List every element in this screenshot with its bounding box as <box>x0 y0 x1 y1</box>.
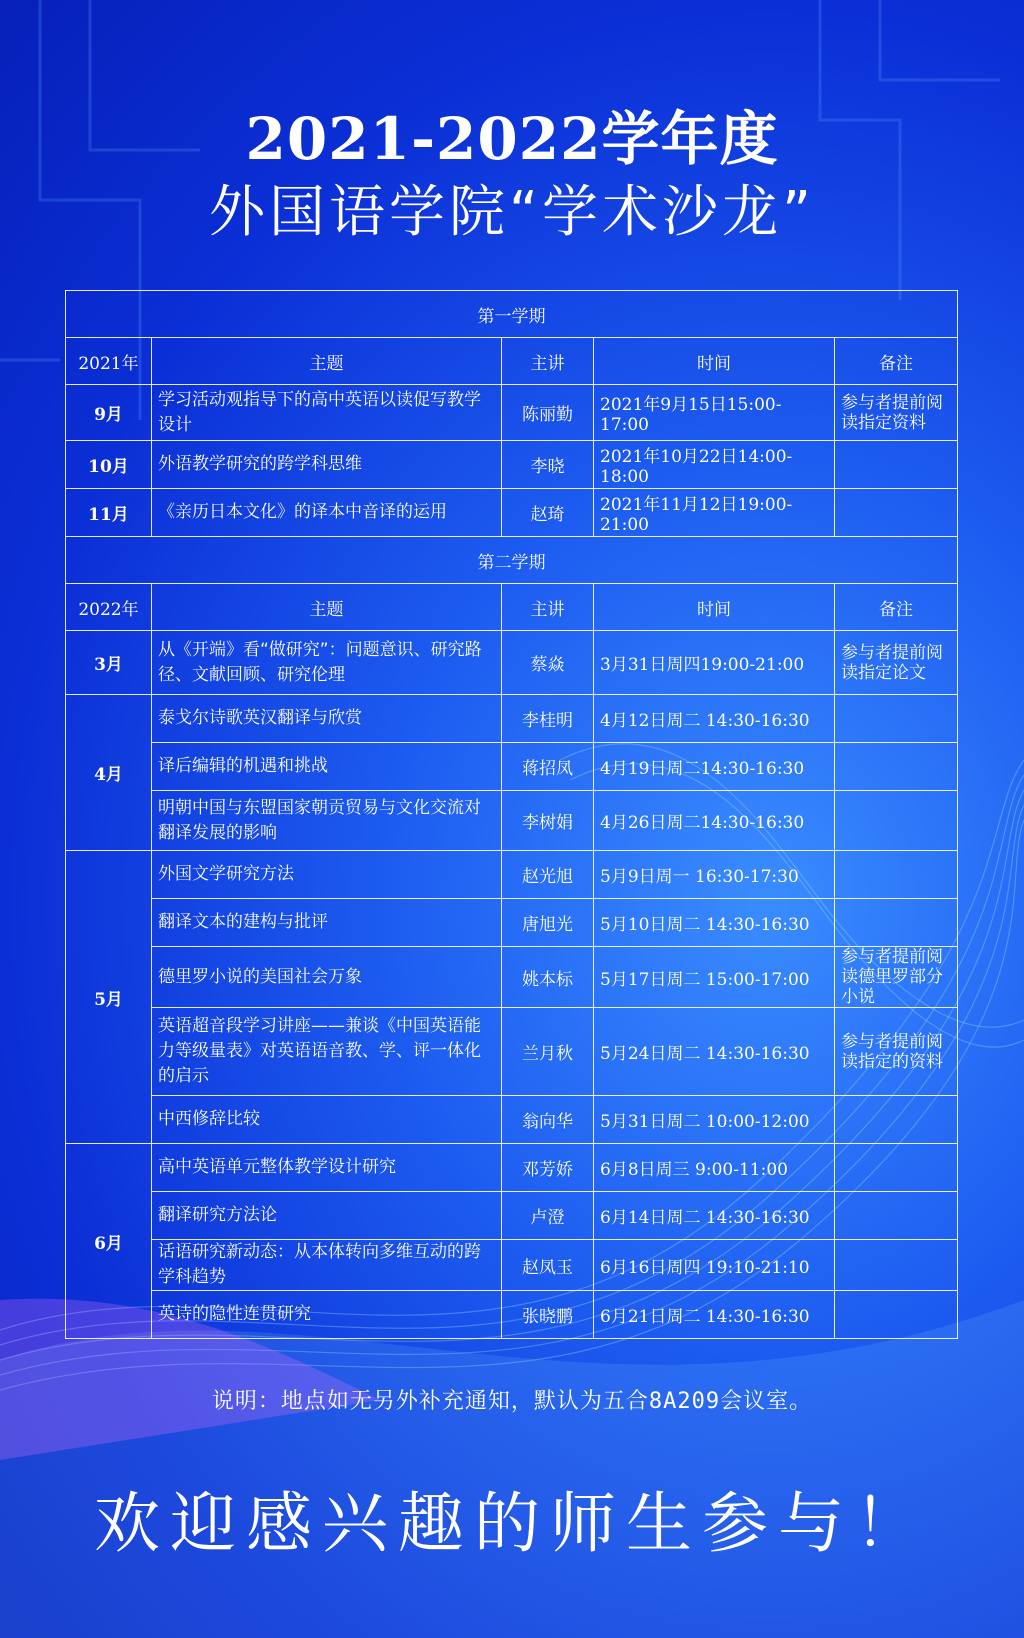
time-cell: 2021年9月15日15:00-17:00 <box>594 385 835 441</box>
semester-header-row <box>66 537 958 584</box>
topic-cell: 从《开端》看“做研究”：问题意识、研究路径、文献回顾、研究伦理 <box>152 631 502 695</box>
time-cell: 6月14日周二 14:30-16:30 <box>594 1192 835 1240</box>
note-cell <box>835 1291 958 1339</box>
semester-label: 第二学期 <box>66 537 958 584</box>
speaker-cell: 卢澄 <box>502 1192 594 1240</box>
month-cell: 4月 <box>66 695 152 851</box>
speaker-cell: 兰月秋 <box>502 1008 594 1096</box>
topic-cell: 外语教学研究的跨学科思维 <box>152 441 502 489</box>
time-cell: 5月17日周二 15:00-17:00 <box>594 947 835 1008</box>
welcome-banner: 欢迎感兴趣的师生参与！ <box>94 1485 930 1562</box>
table-row <box>66 791 958 851</box>
time-cell: 5月31日周二 10:00-12:00 <box>594 1096 835 1144</box>
year-header: 2021年 <box>66 338 152 385</box>
speaker-header: 主讲 <box>502 338 594 385</box>
topic-cell: 翻译文本的建构与批评 <box>152 899 502 947</box>
speaker-cell: 李桂明 <box>502 695 594 743</box>
page-title-event: 外国语学院“学术沙龙” <box>208 180 816 245</box>
table-row <box>66 1192 958 1240</box>
table-row <box>66 1144 958 1192</box>
table-row <box>66 1240 958 1291</box>
time-cell: 5月10日周二 14:30-16:30 <box>594 899 835 947</box>
topic-cell: 高中英语单元整体教学设计研究 <box>152 1144 502 1192</box>
table-row <box>66 1096 958 1144</box>
time-cell: 4月26日周二14:30-16:30 <box>594 791 835 851</box>
speaker-cell: 蔡焱 <box>502 631 594 695</box>
note-cell: 参与者提前阅读德里罗部分小说 <box>835 947 958 1008</box>
topic-cell: 话语研究新动态：从本体转向多维互动的跨学科趋势 <box>152 1240 502 1291</box>
time-header: 时间 <box>594 338 835 385</box>
note-cell <box>835 489 958 537</box>
table-row <box>66 947 958 1008</box>
semester-label: 第一学期 <box>66 291 958 338</box>
month-cell: 10月 <box>66 441 152 489</box>
note-cell <box>835 743 958 791</box>
speaker-cell: 姚本标 <box>502 947 594 1008</box>
time-cell: 6月16日周四 19:10-21:10 <box>594 1240 835 1291</box>
time-cell: 2021年10月22日14:00-18:00 <box>594 441 835 489</box>
note-cell: 参与者提前阅读指定资料 <box>835 385 958 441</box>
time-cell: 5月24日周二 14:30-16:30 <box>594 1008 835 1096</box>
month-cell: 11月 <box>66 489 152 537</box>
note-cell: 参与者提前阅读指定的资料 <box>835 1008 958 1096</box>
time-cell: 4月12日周二 14:30-16:30 <box>594 695 835 743</box>
topic-cell: 泰戈尔诗歌英汉翻译与欣赏 <box>152 695 502 743</box>
speaker-cell: 赵光旭 <box>502 851 594 899</box>
speaker-cell: 邓芳娇 <box>502 1144 594 1192</box>
speaker-cell: 陈丽勤 <box>502 385 594 441</box>
table-row <box>66 441 958 489</box>
time-cell: 6月21日周二 14:30-16:30 <box>594 1291 835 1339</box>
speaker-cell: 赵琦 <box>502 489 594 537</box>
note-cell <box>835 1096 958 1144</box>
topic-header: 主题 <box>152 584 502 631</box>
note-header: 备注 <box>835 584 958 631</box>
time-cell: 3月31日周四19:00-21:00 <box>594 631 835 695</box>
speaker-cell: 李树娟 <box>502 791 594 851</box>
table-row <box>66 695 958 743</box>
topic-cell: 中西修辞比较 <box>152 1096 502 1144</box>
speaker-header: 主讲 <box>502 584 594 631</box>
topic-cell: 德里罗小说的美国社会万象 <box>152 947 502 1008</box>
note-cell <box>835 899 958 947</box>
topic-header: 主题 <box>152 338 502 385</box>
time-cell: 2021年11月12日19:00-21:00 <box>594 489 835 537</box>
topic-cell: 《亲历日本文化》的译本中音译的运用 <box>152 489 502 537</box>
table-row <box>66 489 958 537</box>
note-cell <box>835 1240 958 1291</box>
semester-header-row <box>66 291 958 338</box>
speaker-cell: 蒋招凤 <box>502 743 594 791</box>
note-cell <box>835 441 958 489</box>
speaker-cell: 翁向华 <box>502 1096 594 1144</box>
month-cell: 6月 <box>66 1144 152 1339</box>
note-cell <box>835 851 958 899</box>
time-header: 时间 <box>594 584 835 631</box>
note-cell <box>835 791 958 851</box>
speaker-cell: 张晓鹏 <box>502 1291 594 1339</box>
speaker-cell: 唐旭光 <box>502 899 594 947</box>
topic-cell: 学习活动观指导下的高中英语以读促写教学设计 <box>152 385 502 441</box>
note-header: 备注 <box>835 338 958 385</box>
month-cell: 9月 <box>66 385 152 441</box>
topic-cell: 明朝中国与东盟国家朝贡贸易与文化交流对翻译发展的影响 <box>152 791 502 851</box>
table-row <box>66 1008 958 1096</box>
month-cell: 3月 <box>66 631 152 695</box>
year-header: 2022年 <box>66 584 152 631</box>
column-header-row <box>66 338 958 385</box>
time-cell: 6月8日周三 9:00-11:00 <box>594 1144 835 1192</box>
topic-cell: 外国文学研究方法 <box>152 851 502 899</box>
note-cell: 参与者提前阅读指定论文 <box>835 631 958 695</box>
column-header-row <box>66 584 958 631</box>
note-cell <box>835 695 958 743</box>
topic-cell: 译后编辑的机遇和挑战 <box>152 743 502 791</box>
speaker-cell: 李晓 <box>502 441 594 489</box>
location-note: 说明：地点如无另外补充通知，默认为五合8A209会议室。 <box>211 1389 813 1414</box>
note-cell <box>835 1144 958 1192</box>
speaker-cell: 赵凤玉 <box>502 1240 594 1291</box>
topic-cell: 英语超音段学习讲座——兼谈《中国英语能力等级量表》对英语语音教、学、评一体化的启示 <box>152 1008 502 1096</box>
schedule-table <box>65 290 958 1339</box>
topic-cell: 翻译研究方法论 <box>152 1192 502 1240</box>
page-title-year: 2021-2022学年度 <box>245 105 779 173</box>
table-row <box>66 1291 958 1339</box>
table-row <box>66 385 958 441</box>
topic-cell: 英诗的隐性连贯研究 <box>152 1291 502 1339</box>
time-cell: 4月19日周二14:30-16:30 <box>594 743 835 791</box>
table-row <box>66 631 958 695</box>
month-cell: 5月 <box>66 851 152 1144</box>
table-row <box>66 851 958 899</box>
table-row <box>66 743 958 791</box>
time-cell: 5月9日周一 16:30-17:30 <box>594 851 835 899</box>
note-cell <box>835 1192 958 1240</box>
table-row <box>66 899 958 947</box>
